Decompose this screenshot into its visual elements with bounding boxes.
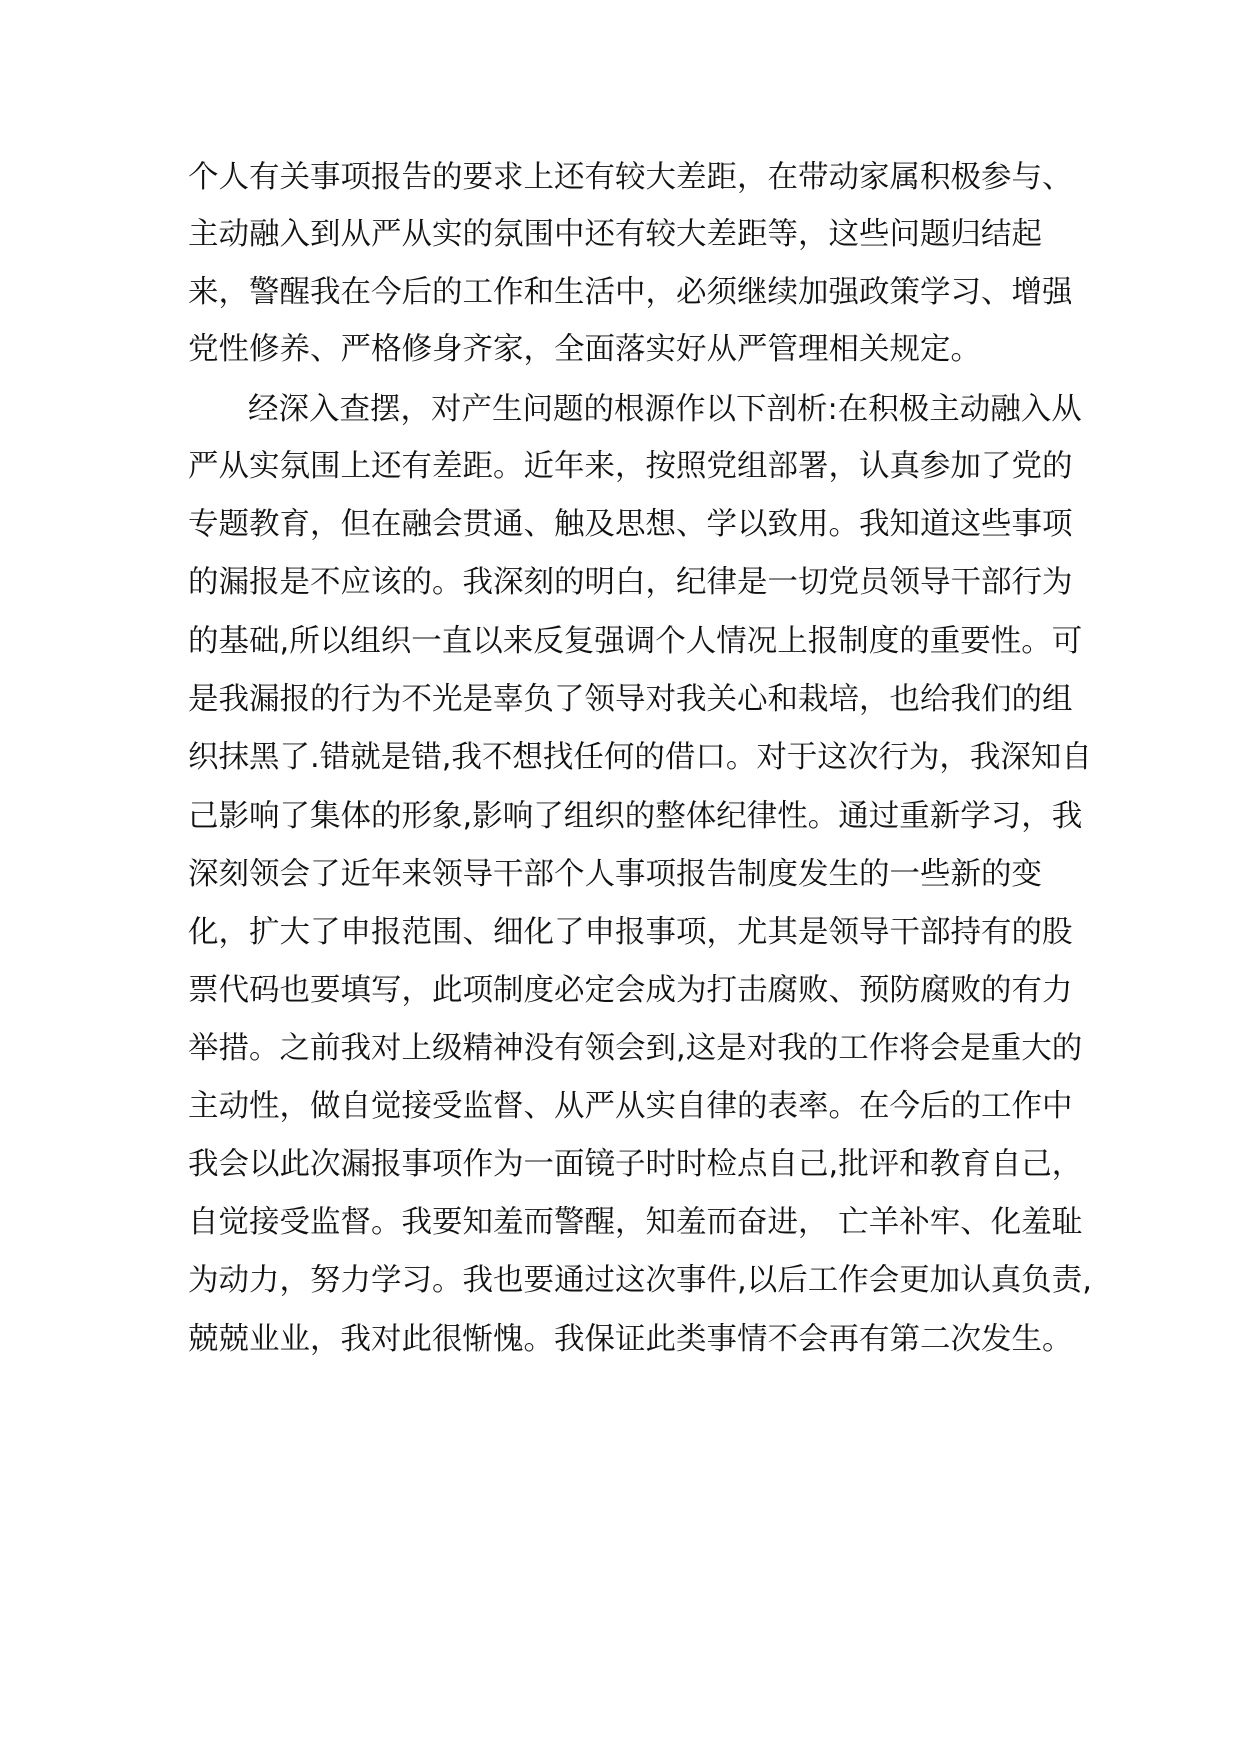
text-line: 的漏报是不应该的。我深刻的明白，纪律是一切党员领导干部行为 — [188, 565, 1073, 600]
text-line: 主动性，做自觉接受监督、从严从实自律的表率。在今后的工作中 — [188, 1089, 1073, 1124]
text-line: 化，扩大了申报范围、细化了申报事项，尤其是领导干部持有的股 — [188, 915, 1073, 950]
text-line: 严从实氛围上还有差距。近年来，按照党组部署，认真参加了党的 — [188, 449, 1073, 484]
text-line: 票代码也要填写，此项制度必定会成为打击腐败、预防腐败的有力 — [188, 973, 1073, 1008]
text-line: 深刻领会了近年来领导干部个人事项报告制度发生的一些新的变 — [188, 857, 1042, 892]
paragraph-first-line: 经深入查摆，对产生问题的根源作以下剖析:在积极主动融入从 — [248, 392, 1082, 427]
text-line: 我会以此次漏报事项作为一面镜子时时检点自己,批评和教育自己， — [188, 1147, 1083, 1182]
text-line: 自觉接受监督。我要知羞而警醒，知羞而奋进， 亡羊补牢、化羞耻 — [188, 1205, 1083, 1240]
text-line: 来，警醒我在今后的工作和生活中，必须继续加强政策学习、增强 — [188, 275, 1073, 310]
text-line: 兢兢业业，我对此很惭愧。我保证此类事情不会再有第二次发生。 — [188, 1322, 1073, 1357]
text-line: 是我漏报的行为不光是辜负了领导对我关心和栽培，也给我们的组 — [188, 682, 1073, 717]
text-line: 个人有关事项报告的要求上还有较大差距，在带动家属积极参与、 — [188, 160, 1073, 195]
text-line: 织抹黑了.错就是错,我不想找任何的借口。对于这次行为，我深知自 — [188, 740, 1092, 775]
text-line: 党性修养、严格修身齐家，全面落实好从严管理相关规定。 — [188, 332, 981, 367]
text-line: 主动融入到从严从实的氛围中还有较大差距等，这些问题归结起 — [188, 217, 1042, 252]
text-line: 的基础,所以组织一直以来反复强调个人情况上报制度的重要性。可 — [188, 624, 1083, 659]
text-line: 为动力，努力学习。我也要通过这次事件,以后工作会更加认真负责, — [188, 1263, 1092, 1298]
text-line: 举措。之前我对上级精神没有领会到,这是对我的工作将会是重大的 — [188, 1031, 1083, 1066]
text-line: 专题教育，但在融会贯通、触及思想、学以致用。我知道这些事项 — [188, 507, 1073, 542]
text-line: 己影响了集体的形象,影响了组织的整体纪律性。通过重新学习，我 — [188, 799, 1083, 834]
